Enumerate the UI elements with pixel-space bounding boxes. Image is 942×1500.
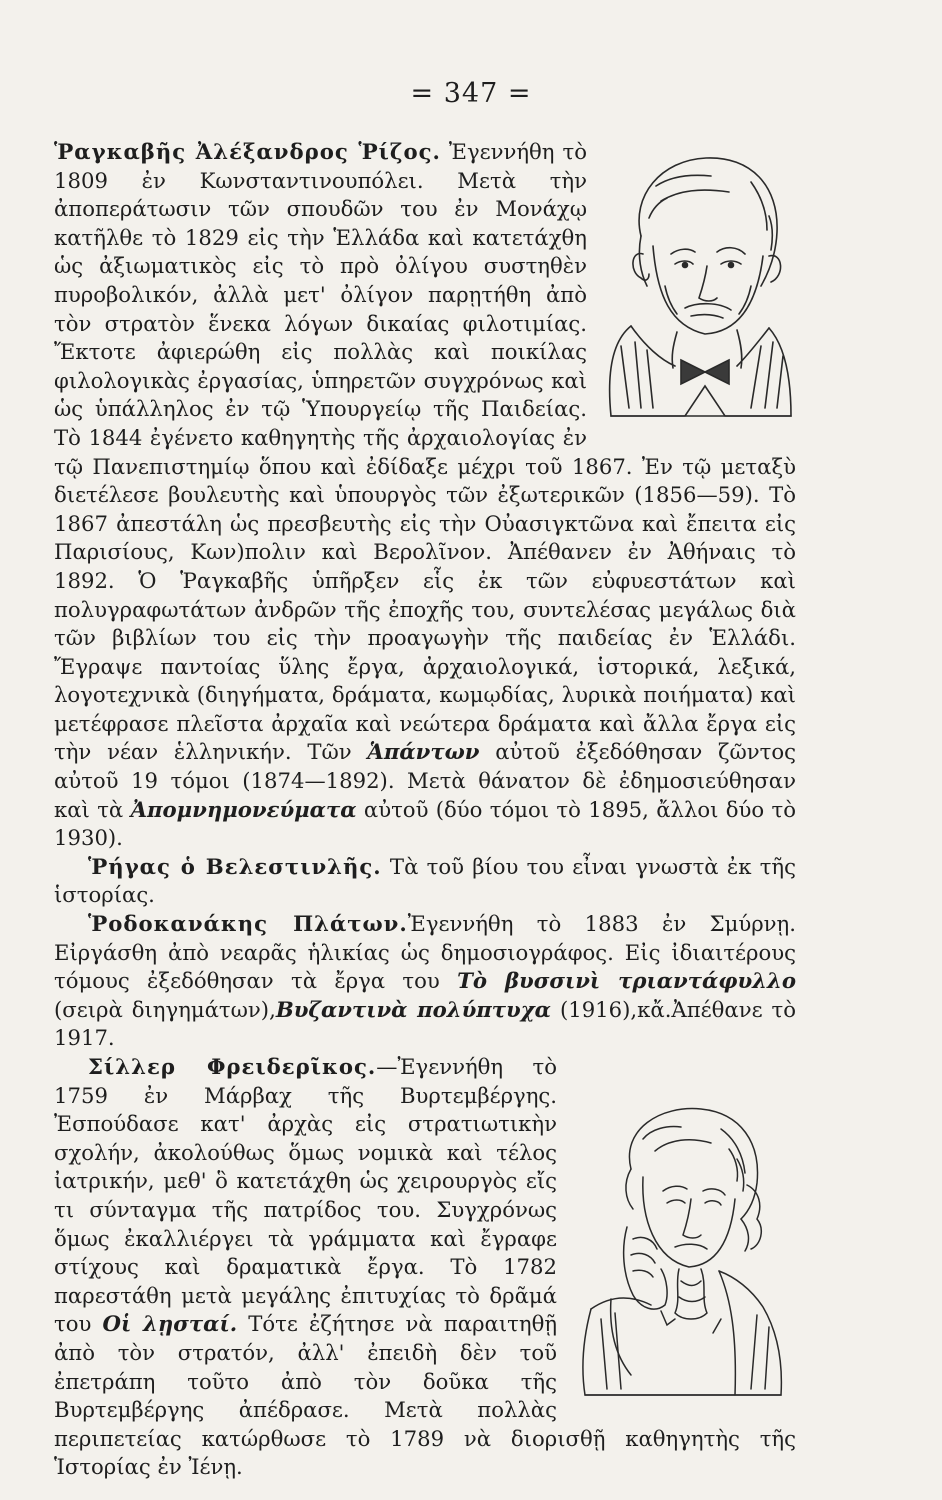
entry-text: αὐτοῦ (δύο τόμοι τὸ 1895, ἄλλοι δύο τὸ 1930). — [54, 796, 796, 851]
entry-text: (σειρὰ διηγημάτων), — [54, 996, 276, 1022]
entry-schiller — [54, 1053, 796, 1482]
headword-schiller: Σίλλερ Φρειδερῖκος. — [88, 1054, 377, 1079]
work-title-apomnimonevmata: Ἀπομνημονεύματα — [130, 796, 357, 822]
work-title-vyzantina: Βυζαντινὰ πολύπτυχα — [275, 996, 551, 1022]
entry-text: Τότε ἐζήτησε νὰ παραιτηθῇ ἀπὸ τὸν στρατόν, ἀλλ' ἐπειδὴ δὲν τοῦ ἐπετράπη τοῦτο ἀπὸ τὸν δοῦκα τῆς Βυρτεμβέργης ἀπέδρασε. Μετὰ πολλὰς περιπετείας κατώρθωσε τὸ 1789 νὰ διορισθῇ καθηγητὴς τῆς Ἱστορίας ἐν Ἰένῃ. — [54, 1311, 796, 1480]
entry-text: Τὰ τοῦ βίου του εἶναι γνωστὰ ἐκ τῆς ἱστορίας. — [54, 853, 796, 908]
entry-text: Ἐγεννήθη τὸ 1809 ἐν Κωνσταντινουπόλει. Μετὰ τὴν ἀποπεράτωσιν τῶν σπουδῶν του ἐν Μονάχῳ κατῆλθε τὸ 1829 εἰς τὴν Ἑλλάδα καὶ κατετάχθη ὡς ἀξιωματικὸς εἰς τὸ πρὸ ὀλίγου συστηθὲν πυροβολικόν, ἀλλὰ μετ' ὀλίγον παρῃτήθη ἀπὸ τὸν στρατὸν ἕνεκα λόγων δικαίας φιλοτιμίας. Ἔκτοτε ἀφιερώθη εἰς πολλὰς καὶ ποικίλας φιλολογικὰς ἐργασίας, ὑπηρετῶν συγχρόνως καὶ ὡς ὑπάλληλος ἐν τῷ Ὑπουργείῳ τῆς Παιδείας. Τὸ 1844 ἐγένετο καθηγητὴς τῆς ἀρχαιολογίας ἐν τῷ Πανεπιστημίῳ ὅπου καὶ ἐδίδαξε μέχρι τοῦ 1867. Ἐν τῷ μεταξὺ διετέλεσε βουλευτὴς καὶ ὑπουργὸς τῶν ἐξωτερικῶν (1856—59). Τὸ 1867 ἀπεστάλη ὡς πρεσβευτὴς εἰς τὴν Οὐασιγκτῶνα καὶ ἔπειτα εἰς Παρισίους, Κων)πολιν καὶ Βερολῖνον. Ἀπέθανεν ἐν Ἀθήναις τὸ 1892. Ὁ Ῥαγκαβῆς ὑπῆρξεν εἷς ἐκ τῶν εὐφυεστάτων καὶ πολυγραφωτάτων ἀνδρῶν τῆς ἐποχῆς του, συντελέσας μεγάλως διὰ τῶν βιβλίων του εἰς τὴν προαγωγὴν τῆς παιδείας ἐν Ἑλλάδι. Ἔγραψε παντοίας ὕλης ἔργα, ἀρχαιολογικά, ἱστορικά, λεξικά, λογοτεχνικὰ (διηγήματα, δράματα, κωμῳδίας, λυρικὰ ποιήματα) καὶ μετέφρασε πλεῖστα ἀρχαῖα καὶ νεώτερα δράματα καὶ ἄλλα ἔργα εἰς τὴν νέαν ἑλληνικήν. Τῶν — [54, 139, 796, 765]
entry-rigas — [54, 853, 796, 910]
entry-rodokanakis — [54, 910, 796, 1053]
portrait-schiller — [571, 1099, 796, 1399]
work-title-apanton: Ἁπάντων — [367, 739, 480, 765]
portrait-rangavis — [601, 146, 796, 436]
entry-text: (1916),κἄ.Ἀπέθανε τὸ 1917. — [54, 996, 796, 1051]
entry-text: Ἐγεννήθη τὸ 1883 ἐν Σμύρνῃ. Εἰργάσθη ἀπὸ νεαρᾶς ἡλικίας ὡς δημοσιογράφος. Εἰς ἰδιαιτέρους τόμους ἐξεδόθησαν τὰ ἔργα του — [54, 911, 796, 994]
headword-rodokanakis: Ῥοδοκανάκης Πλάτων. — [88, 911, 408, 937]
entry-rangavis — [54, 138, 796, 853]
page-number: = 347 = — [410, 78, 532, 109]
work-title-listai: Οἱ λῃσταί. — [102, 1311, 238, 1337]
headword-rangavis: Ῥαγκαβῆς Ἀλέξανδρος Ῥίζος. — [54, 139, 441, 164]
headword-rigas: Ῥήγας ὁ Βελεστινλῆς. — [88, 853, 382, 879]
entry-text: —Ἐγεννήθη τὸ 1759 ἐν Μάρβαχ τῆς Βυρτεμβέργης. Ἐσπούδασε κατ' ἀρχὰς εἰς στρατιωτικὴν σχολήν, ἀκολούθως ὅμως νομικὰ καὶ τέλος ἰατρικήν, μεθ' ὃ κατετάχθη ὡς χειρουργὸς εἴς τι σύνταγμα τῆς πατρίδος του. Συγχρόνως ὅμως ἐκαλλιέργει τὰ γράμματα καὶ ἔγραφε στίχους καὶ δραματικὰ ἔργα. Τὸ 1782 παρεστάθη μετὰ μεγάλης ἐπιτυχίας τὸ δρᾶμά του — [54, 1054, 557, 1337]
entry-text: αὐτοῦ ἐξεδόθησαν ζῶντος αὐτοῦ 19 τόμοι (1874—1892). Μετὰ θάνατον δὲ ἐδημοσιεύθησαν καὶ τὰ — [54, 739, 796, 822]
page-body — [54, 138, 796, 1482]
work-title-vyssini: Τὸ βυσσινὶ τριαντάφυλλο — [457, 968, 796, 994]
